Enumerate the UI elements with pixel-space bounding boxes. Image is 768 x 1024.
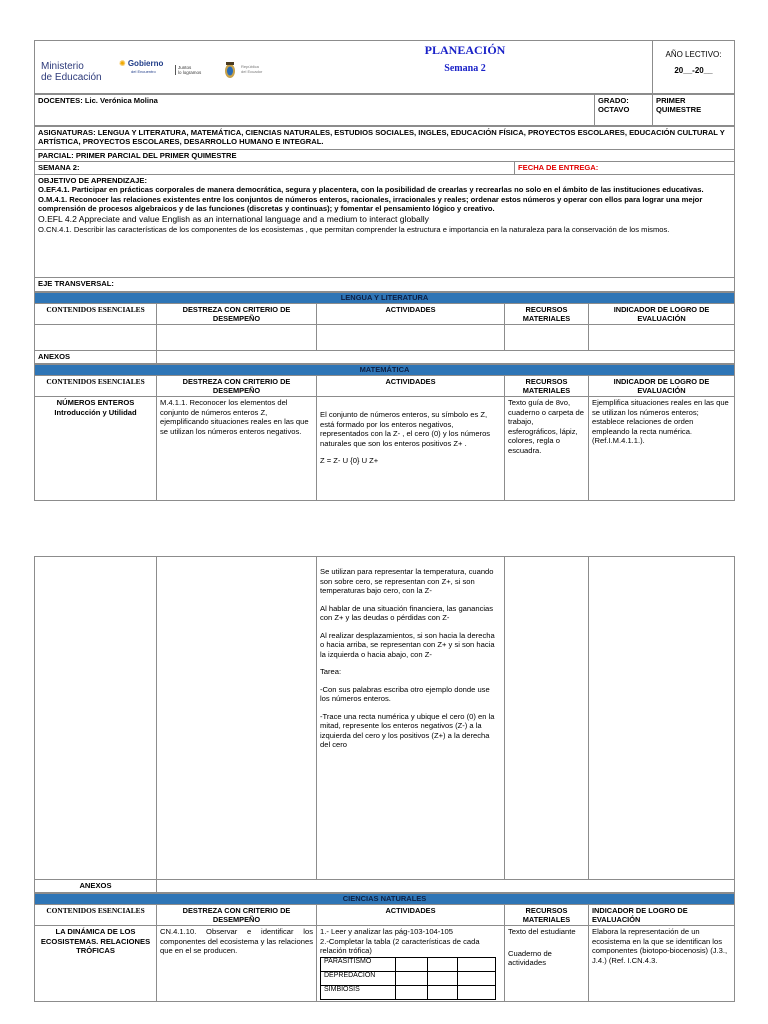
- coat-of-arms-icon: [223, 61, 237, 79]
- mat-destreza: M.4.1.1. Reconocer los elementos del conjunto de números enteros Z, ejemplificando situaciones reales en las que se utilizan los números enteros negativos.: [157, 397, 317, 501]
- anexos-lengua: ANEXOS: [35, 351, 157, 363]
- band-ciencias: CIENCIAS NATURALES: [35, 893, 735, 904]
- mat-actividades-cont: Se utilizan para representar la temperatura, cuando son sobre cero, se representan con Z+, si son temperaturas bajo cero, con la Z- Al hablar de una situación financiera, las ganancias con Z+ y las deudas o pérdidas con Z- Al realizar desplazamientos, si son hacia la derecha o hacia arriba, se representan con Z+ y si son hacia la izquierda o hacia abajo, con Z- Tarea: -Con sus palabras escriba otro ejemplo donde use los números enteros. -Trace una recta numérica y ubique el cero (0) en la mitad, represente los enteros negativos (Z-) a la izquierda del cero y los positivos (Z+) a la derecha del cero: [317, 557, 505, 880]
- page-title: PLANEACIÓN: [424, 43, 506, 57]
- band-lengua: LENGUA Y LITERATURA: [35, 292, 735, 303]
- republica-text: República del Ecuador: [241, 64, 263, 74]
- cn-indicador: Elabora la representación de un ecosistema en la que se identifican los componentes (biotopo-biocenosis) (J.3., J.4.) (Ref. I.CN.4.3.: [589, 926, 735, 1001]
- quimestre: PRIMER QUIMESTRE: [653, 95, 735, 126]
- cn-destreza: CN.4.1.10. Observar e identificar los componentes del ecosistema y las relaciones que en el se producen.: [157, 926, 317, 1001]
- info-table: [34, 94, 735, 126]
- sun-icon: ✺: [119, 59, 126, 68]
- cn-actividades: 1.- Leer y analizar las pág-103-104-105 2.-Completar la tabla (2 características de cada relación trófica) PARASITISMO DEPREDACION SIMBIOSIS: [317, 926, 505, 1001]
- page-subtitle: Semana 2: [444, 63, 486, 74]
- anexos-matematica: ANEXOS: [35, 880, 157, 892]
- slogan: Juntos lo logramos: [175, 65, 201, 75]
- eje-transversal: EJE TRANSVERSAL:: [35, 277, 735, 291]
- fecha-entrega: FECHA DE ENTREGA:: [515, 162, 735, 174]
- mat-recursos: Texto guía de 8vo, cuaderno o carpeta de trabajo, esferográficos, lápiz, colores, regla o escuadra.: [505, 397, 589, 501]
- matematica-table: [34, 364, 735, 502]
- columns-header: CONTENIDOS ESENCIALES DESTREZA CON CRITERIO DE DESEMPEÑO ACTIVIDADES RECURSOS MATERIALES INDICADOR DE LOGRO DE EVALUACIÓN: [35, 904, 735, 926]
- mat-actividades: El conjunto de números enteros, su símbolo es Z, está formado por los enteros negativos, representados con la Z- , el cero (0) y los números naturales que son los enteros positivos Z+ . Z = Z- U {0} U Z+: [317, 397, 505, 501]
- asignaturas: ASIGNATURAS: LENGUA Y LITERATURA, MATEMÁTICA, CIENCIAS NATURALES, ESTUDIOS SOCIALES, INGLES, EDUCACIÓN FÍSICA, PROYECTOS ESCOLARES, EDUCACIÓN CULTURAL Y ARTÍSTICA, PROYECTOS ESCOLARES, DESARROLLO HUMANO E INTEGRAL.: [35, 127, 735, 150]
- ciencias-table: [34, 893, 735, 1002]
- trophic-table: PARASITISMO DEPREDACION SIMBIOSIS: [320, 957, 496, 1000]
- matematica-cont-table: [34, 556, 735, 892]
- parcial: PARCIAL: PRIMER PARCIAL DEL PRIMER QUIMESTRE: [35, 150, 735, 162]
- ministerio-logo: Ministerio de Educación: [41, 61, 102, 83]
- year-cell: AÑO LECTIVO: 20__-20__: [653, 41, 735, 94]
- columns-header: CONTENIDOS ESENCIALES DESTREZA CON CRITERIO DE DESEMPEÑO ACTIVIDADES RECURSOS MATERIALES INDICADOR DE LOGRO DE EVALUACIÓN: [35, 375, 735, 397]
- planning-document: [34, 40, 734, 1002]
- lengua-table: [34, 292, 735, 364]
- cn-contenido: LA DINÁMICA DE LOS ECOSISTEMAS. RELACIONES TRÓFICAS: [35, 926, 157, 1001]
- grado: GRADO: OCTAVO: [595, 95, 653, 126]
- info-table-2: [34, 126, 735, 292]
- mat-indicador: Ejemplifica situaciones reales en las que se utilizan los números enteros; establece relaciones de orden empleando la recta numérica. (Ref.I.M.4.1.1.).: [589, 397, 735, 501]
- mat-contenido: NÚMEROS ENTEROS Introducción y Utilidad: [35, 397, 157, 501]
- header-table: [34, 40, 735, 94]
- docentes: DOCENTES: Lic. Verónica Molina: [35, 95, 595, 126]
- band-matematica: MATEMÁTICA: [35, 364, 735, 375]
- columns-header: CONTENIDOS ESENCIALES DESTREZA CON CRITERIO DE DESEMPEÑO ACTIVIDADES RECURSOS MATERIALES INDICADOR DE LOGRO DE EVALUACIÓN: [35, 303, 735, 325]
- gobierno-logo: ✺ Gobierno del Encuentro: [119, 59, 164, 74]
- cn-recursos: Texto del estudiante Cuaderno de actividades: [505, 926, 589, 1001]
- header-logos-cell: [35, 41, 653, 94]
- objetivos: OBJETIVO DE APRENDIZAJE: O.EF.4.1. Participar en prácticas corporales de manera democrática, segura y placentera, con la posibilidad de crearlas y recrearlas no solo en el ámbito de las instituciones educativas. O.M.4.1. Reconocer las relaciones existentes entre los conjuntos de números enteros, racionales, irracionales y reales; ordenar estos números y operar con ellos para lograr una mejor comprensión de procesos algebraicos y de las funciones (discretas y continuas); y fomentar el pensamiento lógico y creativo. O.EFL 4.2 Appreciate and value English as an international language and a medium to interact globally O.CN.4.1. Describir las características de los componentes de los ecosistemas , que permitan comprender la estructura e importancia en la naturaleza para la conservación de los mismos.: [35, 174, 735, 277]
- semana: SEMANA 2:: [35, 162, 515, 174]
